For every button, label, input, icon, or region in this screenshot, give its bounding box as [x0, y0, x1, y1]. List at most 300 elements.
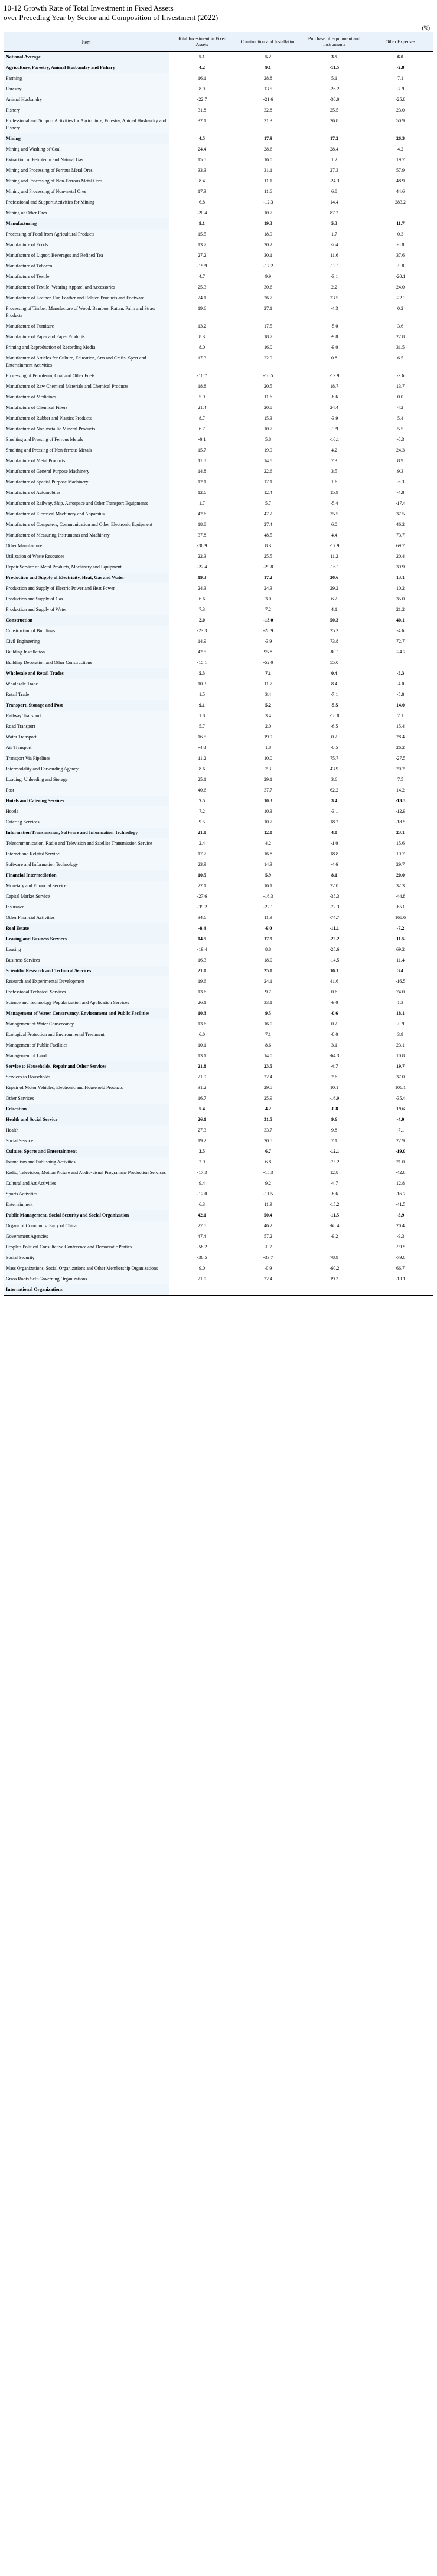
total-value: 7.3 [199, 607, 205, 612]
equipment-value: -9.2 [330, 1234, 338, 1239]
other-value: -79.0 [395, 1255, 406, 1260]
total-value: 8.4 [199, 178, 205, 184]
table-row [4, 342, 433, 353]
construction-value: 28.6 [264, 146, 272, 152]
total-value: 15.5 [198, 157, 206, 162]
other-value: 28.4 [396, 734, 405, 740]
other-value: 168.6 [395, 915, 406, 920]
total-value: -38.5 [197, 1255, 207, 1260]
table-row [4, 764, 433, 774]
equipment-value: 24.4 [330, 405, 338, 410]
total-value: -0.1 [198, 437, 206, 442]
total-value: 21.0 [198, 968, 206, 973]
total-value: 14.5 [198, 936, 206, 942]
total-value: 1.7 [199, 501, 205, 506]
other-value: -7.1 [396, 1127, 405, 1133]
construction-value: -3.9 [264, 639, 272, 644]
construction-value: 14.3 [264, 862, 272, 867]
table-row [4, 477, 433, 488]
table-row [4, 293, 433, 303]
construction-value: 4.2 [265, 1106, 271, 1112]
equipment-value: -0.8 [330, 1106, 338, 1112]
row-label: Catering Services [4, 817, 169, 828]
total-value: 1.5 [199, 692, 205, 697]
other-value: -41.5 [395, 1202, 406, 1207]
other-value: -16.7 [395, 1191, 406, 1197]
total-value: 17.3 [198, 189, 206, 194]
table-row [4, 272, 433, 282]
total-value: 22.1 [198, 883, 206, 888]
equipment-value: -11.5 [329, 1212, 340, 1218]
equipment-value: 16.1 [330, 968, 338, 973]
row-label: Manufacture of Tobacco [4, 261, 169, 272]
construction-value: -52.0 [263, 660, 273, 665]
other-value: 6.5 [397, 355, 403, 361]
row-label: Water Transport [4, 732, 169, 743]
total-value: 8.0 [199, 345, 205, 350]
equipment-value: 3.5 [331, 469, 337, 474]
row-label: Manufacture of Articles for Culture, Education, Arts and Crafts, Sport and Entertainment Activities [4, 353, 169, 371]
table-row [4, 1029, 433, 1040]
table-row [4, 541, 433, 551]
table-row [4, 753, 433, 764]
table-row [4, 998, 433, 1008]
other-value: -13.1 [395, 1276, 406, 1282]
equipment-value: 10.1 [330, 1085, 338, 1090]
construction-value: 8.6 [265, 1042, 271, 1048]
construction-value: 17.9 [264, 936, 272, 942]
equipment-value: -75.2 [329, 1159, 340, 1165]
table-row [4, 604, 433, 615]
total-value: 21.4 [198, 405, 206, 410]
row-label: Mass Organizations, Social Organizations and Other Membership Organizations [4, 1263, 169, 1274]
row-label: Management of Water Conservancy, Environment and Public Facilities [4, 1008, 169, 1019]
row-label: Smelting and Pressing of Non-ferrous Metals [4, 445, 169, 456]
row-label: Manufacture of Automobiles [4, 488, 169, 498]
table-row-sector [4, 63, 433, 73]
row-label: Software and Information Technology [4, 859, 169, 870]
row-label: Capital Market Service [4, 891, 169, 902]
other-value: -20.1 [395, 274, 406, 279]
row-label: Manufacture of Electrical Machinery and Apparatus [4, 509, 169, 519]
row-label: Manufacture of Textile, Wearing Apparel and Accessories [4, 282, 169, 293]
construction-value: 22.6 [264, 469, 272, 474]
equipment-value: 8.1 [331, 872, 337, 878]
table-row-sector [4, 573, 433, 583]
construction-value: 22.4 [264, 1276, 272, 1282]
row-label: Cultural and Art Activities [4, 1178, 169, 1189]
total-value: 17.7 [198, 851, 206, 857]
total-value: -15.1 [197, 660, 207, 665]
other-value: 20.2 [396, 766, 405, 772]
total-value: 25.3 [198, 285, 206, 290]
construction-value: -0.7 [264, 1244, 272, 1250]
total-value: 47.4 [198, 1234, 206, 1239]
row-label: Mining and Washing of Coal [4, 144, 169, 155]
equipment-value: -3.1 [330, 809, 338, 814]
row-label: Social Security [4, 1253, 169, 1263]
total-value: 8.9 [199, 86, 205, 91]
row-label: Management of Water Conservancy [4, 1019, 169, 1029]
other-value: -2.8 [396, 65, 405, 70]
total-value: 16.3 [198, 957, 206, 963]
table-row [4, 806, 433, 817]
other-value: 19.7 [396, 157, 405, 162]
other-value: 37.0 [396, 1074, 405, 1080]
total-value: 11.8 [198, 458, 206, 463]
construction-value: 18.7 [264, 334, 272, 339]
equipment-value: 28.4 [330, 146, 338, 152]
construction-value: -17.2 [263, 263, 273, 269]
equipment-value: 0.2 [331, 734, 337, 740]
row-label: Manufacture of Computers, Communication and Other Electronic Equipment [4, 519, 169, 530]
equipment-value: -68.4 [329, 1223, 340, 1228]
total-value: 19.6 [198, 979, 206, 984]
equipment-value: 6.2 [331, 596, 337, 601]
construction-value: 22.9 [264, 355, 272, 361]
other-value: 57.9 [396, 168, 405, 173]
row-label: Sports Activities [4, 1189, 169, 1199]
construction-value: 31.5 [264, 1117, 272, 1122]
table-row [4, 679, 433, 689]
construction-value: 27.4 [264, 522, 272, 527]
other-value: 44.6 [396, 189, 405, 194]
equipment-value: -22.2 [329, 936, 340, 942]
total-value: 10.1 [198, 1042, 206, 1048]
construction-value: 29.5 [264, 1085, 272, 1090]
table-row [4, 116, 433, 133]
total-value: -19.4 [197, 947, 207, 952]
equipment-value: 41.6 [330, 979, 338, 984]
other-value: 15.6 [396, 841, 405, 846]
total-value: 23.9 [198, 862, 206, 867]
row-label: Radio, Television, Motion Picture and Audio-visual Programme Production Services [4, 1168, 169, 1178]
row-label: Printing and Reproduction of Recording Media [4, 342, 169, 353]
row-label: Fishery [4, 105, 169, 116]
row-label: Mining [4, 133, 169, 144]
table-row [4, 774, 433, 785]
construction-value: 31.1 [264, 168, 272, 173]
total-value: -15.9 [197, 263, 207, 269]
equipment-value: 0.6 [331, 989, 337, 995]
other-value: -42.6 [395, 1170, 406, 1175]
table-row [4, 636, 433, 647]
other-value: 24.0 [396, 285, 405, 290]
construction-value: 15.3 [264, 416, 272, 421]
table-row [4, 1072, 433, 1083]
construction-value: 16.1 [264, 883, 272, 888]
table-row [4, 594, 433, 604]
total-value: 16.7 [198, 1096, 206, 1101]
construction-value: 7.1 [265, 1032, 271, 1037]
table-row-sector [4, 1061, 433, 1072]
equipment-value: -64.3 [329, 1053, 340, 1058]
construction-value: 14.8 [264, 458, 272, 463]
row-label: Transport Via Pipelines [4, 753, 169, 764]
table-row [4, 1125, 433, 1136]
other-value: 37.5 [396, 511, 405, 516]
equipment-value: 78.9 [330, 1255, 338, 1260]
construction-value: 6.7 [265, 1149, 271, 1154]
table-row [4, 955, 433, 966]
row-label: Management of Public Facilities [4, 1040, 169, 1051]
table-row [4, 913, 433, 923]
other-value: -4.0 [396, 1117, 405, 1122]
unit-label: (%) [422, 25, 430, 31]
table-row [4, 1168, 433, 1178]
construction-value: 10.7 [264, 819, 272, 825]
row-label: Processing of Petroleum, Coal and Other Fuels [4, 371, 169, 381]
equipment-value: 3.4 [331, 798, 337, 803]
construction-value: 25.9 [264, 1096, 272, 1101]
equipment-value: 75.7 [330, 756, 338, 761]
equipment-value: -6.5 [330, 724, 338, 729]
construction-value: 31.3 [264, 118, 272, 123]
construction-value: 46.2 [264, 1223, 272, 1228]
other-value: -13.3 [395, 798, 406, 803]
table-row [4, 849, 433, 859]
other-value: 22.8 [396, 334, 405, 339]
other-value: 4.2 [397, 405, 403, 410]
row-label: Civil Engineering [4, 636, 169, 647]
construction-value: 33.1 [264, 1000, 272, 1005]
row-label: Internet and Related Service [4, 849, 169, 859]
construction-value: 28.8 [264, 76, 272, 81]
row-label: Manufacture of Textile [4, 272, 169, 282]
equipment-value: 8.4 [331, 681, 337, 687]
equipment-value: 5.1 [331, 76, 337, 81]
other-value: -19.0 [395, 1149, 406, 1154]
equipment-value: 14.4 [330, 200, 338, 205]
construction-value: 27.1 [264, 306, 272, 311]
total-value: 4.7 [199, 274, 205, 279]
row-label: Smelting and Pressing of Ferrous Metals [4, 434, 169, 445]
construction-value: 50.4 [264, 1212, 272, 1218]
other-value: 48.9 [396, 178, 405, 184]
table-row [4, 721, 433, 732]
total-value: 11.2 [198, 756, 206, 761]
table-row [4, 229, 433, 240]
row-label: Wholesale and Retail Trades [4, 668, 169, 679]
row-label: Post [4, 785, 169, 796]
other-value: 73.7 [396, 532, 405, 538]
table-row-sector [4, 1210, 433, 1221]
construction-value: 12.0 [264, 830, 272, 835]
table-row-sector [4, 870, 433, 881]
construction-value: 10.7 [264, 426, 272, 431]
row-label: Forestry [4, 84, 169, 94]
table-row-sector [4, 1114, 433, 1125]
other-value: 3.4 [397, 968, 403, 973]
table-row [4, 743, 433, 753]
table-row-sector [4, 52, 433, 63]
other-value: -4.6 [396, 628, 405, 633]
equipment-value: -3.9 [330, 426, 338, 431]
other-value: 69.7 [396, 543, 405, 548]
construction-value: 95.8 [264, 649, 272, 655]
total-value: 18.8 [198, 384, 206, 389]
other-value: 21.2 [396, 607, 405, 612]
equipment-value: -14.5 [329, 957, 340, 963]
construction-value: 11.9 [264, 1202, 272, 1207]
row-label: Research and Experimental Development [4, 976, 169, 987]
table-row [4, 424, 433, 434]
row-label: Farming [4, 73, 169, 84]
equipment-value: 18.2 [330, 819, 338, 825]
table-row [4, 859, 433, 870]
total-value: 5.3 [199, 671, 205, 676]
other-value: -5.8 [396, 692, 405, 697]
other-value: -35.4 [395, 1096, 406, 1101]
other-value: 11.4 [396, 957, 405, 963]
table-row-sector [4, 796, 433, 806]
row-label: Mining and Processing of Non-metal Ores [4, 187, 169, 197]
row-label: Repair Service of Metal Products, Machinery and Equipment [4, 562, 169, 573]
other-value: 14.2 [396, 787, 405, 793]
construction-value: 19.9 [264, 734, 272, 740]
row-label: Repair of Motor Vehicles, Electronic and Household Products [4, 1083, 169, 1093]
table-row-sector [4, 700, 433, 711]
table-row [4, 509, 433, 519]
total-value: 1.8 [199, 713, 205, 718]
table-row-sector [4, 934, 433, 944]
row-label: Manufacturing [4, 218, 169, 229]
table-row [4, 530, 433, 541]
equipment-value: 2.2 [331, 285, 337, 290]
equipment-value: -17.9 [329, 543, 340, 548]
row-label: Production and Supply of Electricity, Heat, Gas and Water [4, 573, 169, 583]
total-value: 6.6 [199, 596, 205, 601]
equipment-value: -24.3 [329, 178, 340, 184]
other-value: -27.5 [395, 756, 406, 761]
row-label: Production and Supply of Water [4, 604, 169, 615]
row-label: Public Management, Social Security and Social Organization [4, 1210, 169, 1221]
row-label: Mining and Processing of Ferrous Metal Ores [4, 165, 169, 176]
equipment-value [301, 1284, 367, 1296]
total-value: 21.0 [198, 1276, 206, 1282]
other-value: 35.0 [396, 596, 405, 601]
table-row [4, 711, 433, 721]
row-label: Professional Technical Services [4, 987, 169, 998]
construction-value: -9.0 [264, 926, 272, 931]
equipment-value: 5.3 [331, 221, 337, 226]
construction-value: -13.0 [263, 617, 273, 623]
equipment-value: -16.1 [329, 564, 340, 570]
table-row [4, 1083, 433, 1093]
table-row-sector [4, 1104, 433, 1114]
construction-value: -12.3 [263, 200, 273, 205]
equipment-value: 73.8 [330, 639, 338, 644]
construction-value: 5.8 [265, 437, 271, 442]
row-label: Insurance [4, 902, 169, 913]
total-value: -8.4 [198, 926, 206, 931]
total-value: -17.3 [197, 1170, 207, 1175]
table-row-sector [4, 1008, 433, 1019]
equipment-value: 35.5 [330, 511, 338, 516]
other-value: 21.0 [396, 1159, 405, 1165]
equipment-value: -8.6 [330, 394, 338, 400]
row-label: Professional and Support Activities for Agriculture, Forestry, Animal Husbandry and Fishery [4, 116, 169, 133]
construction-value: 16.8 [264, 851, 272, 857]
row-label: Education [4, 1104, 169, 1114]
construction-value: 11.6 [264, 394, 272, 400]
row-label: National Average [4, 52, 169, 63]
total-value: 15.5 [198, 231, 206, 237]
construction-value: 17.9 [264, 136, 272, 141]
total-value: 18.8 [198, 522, 206, 527]
row-label: Financial Intermediation [4, 870, 169, 881]
equipment-value: 22.0 [330, 883, 338, 888]
row-label: Business Services [4, 955, 169, 966]
table-row-sector [4, 1284, 433, 1296]
other-value: 32.3 [396, 883, 405, 888]
table-row [4, 488, 433, 498]
row-label: Construction [4, 615, 169, 626]
construction-value: 48.5 [264, 532, 272, 538]
construction-value: 20.5 [264, 384, 272, 389]
other-value: 39.9 [396, 564, 405, 570]
table-row [4, 353, 433, 371]
equipment-value: 3.6 [331, 777, 337, 782]
table-row [4, 658, 433, 668]
equipment-value: 26.8 [330, 118, 338, 123]
row-label: Loading, Unloading and Storage [4, 774, 169, 785]
other-value: 7.5 [397, 777, 403, 782]
total-value: 9.1 [199, 221, 205, 226]
table-row [4, 197, 433, 208]
other-value: 106.1 [395, 1085, 406, 1090]
row-label: Manufacture of Medicines [4, 392, 169, 403]
construction-value: 8.8 [265, 947, 271, 952]
equipment-value: 19.3 [330, 1276, 338, 1282]
equipment-value: 6.0 [331, 522, 337, 527]
construction-value: 6.8 [265, 1159, 271, 1165]
construction-value: 19.3 [264, 221, 272, 226]
equipment-value: -8.0 [330, 1032, 338, 1037]
equipment-value: -4.7 [330, 1181, 338, 1186]
total-value: 2.4 [199, 841, 205, 846]
other-value: 46.2 [396, 522, 405, 527]
equipment-value: -15.2 [329, 1202, 340, 1207]
equipment-value: 18.8 [330, 851, 338, 857]
table-row [4, 902, 433, 913]
total-value: 12.6 [198, 490, 206, 495]
table-row-sector [4, 923, 433, 934]
construction-value: 24.1 [264, 979, 272, 984]
construction-value: 9.1 [265, 65, 271, 70]
table-row-sector [4, 218, 433, 229]
row-label: Building Decoration and Other Constructions [4, 658, 169, 668]
equipment-value: 0.8 [331, 355, 337, 361]
equipment-value: -3.9 [330, 416, 338, 421]
total-value: 9.5 [199, 819, 205, 825]
other-value: 19.7 [396, 851, 405, 857]
other-value: 10.8 [396, 1053, 405, 1058]
row-label: International Organizations [4, 1284, 169, 1296]
construction-value: -10.5 [263, 373, 273, 378]
total-value: 6.7 [199, 426, 205, 431]
investment-table [4, 32, 433, 1296]
equipment-value: 26.6 [330, 575, 338, 580]
equipment-value: 4.2 [331, 447, 337, 453]
row-label: Telecommunication, Radio and Television and Satellite Transmission Service [4, 838, 169, 849]
construction-value: 12.4 [264, 490, 272, 495]
other-value: 0.3 [397, 231, 403, 237]
construction-value: -16.3 [263, 894, 273, 899]
row-label: Hotels [4, 806, 169, 817]
construction-value: 3.4 [265, 713, 271, 718]
other-value: -9.8 [396, 263, 405, 269]
